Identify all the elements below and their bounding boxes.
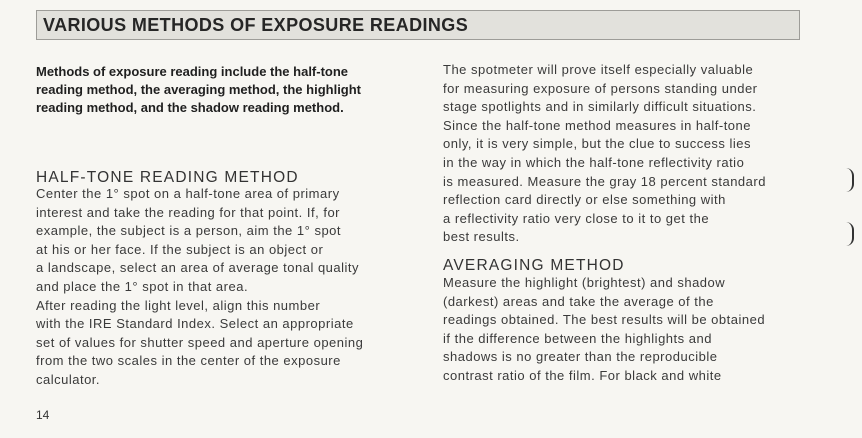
- half-tone-paragraph: Center the 1° spot on a half-tone area of primary interest and take the reading for that point. If, for example, the subject is a person, aim the 1° spot at his or her face. If the subject is an object or a landscape, select an area of average tonal quality and place the 1° spot in that area. After reading the light level, align this number with the IRE Standard Index. Select an appropriate set of values for shutter speed and aperture opening from the two scales in the center of the exposure calculator.: [36, 186, 364, 387]
- averaging-paragraph: Measure the highlight (brightest) and shadow (darkest) areas and take the average of the readings obtained. The best results will be obtained if the difference between the highlights and shadows is no greater than the reproducible contrast ratio of the film. For black and white: [443, 275, 766, 383]
- section-title-bar: [36, 10, 800, 40]
- page-number: 14: [36, 408, 50, 422]
- spotmeter-paragraph: The spotmeter will prove itself especially valuable for measuring exposure of persons standing under stage spotlights and in similarly difficult situations. Since the half-tone method measures in half-tone only, it is very simple, but the clue to success lies in the way in which the half-tone reflectivity ratio is measured. Measure the gray 18 percent standard reflection card directly or else something with a reflectivity ratio very close to it to get the best results.: [443, 62, 766, 245]
- intro-paragraph: Methods of exposure reading include the half-tone reading method, the averaging method, the highlight reading method, and the shadow reading method.: [36, 64, 362, 115]
- half-tone-heading: HALF-TONE READING METHOD: [36, 169, 299, 186]
- section-title: VARIOUS METHODS OF EXPOSURE READINGS: [43, 15, 469, 35]
- averaging-heading: AVERAGING METHOD: [443, 257, 625, 274]
- margin-mark-upper: [842, 168, 854, 192]
- margin-mark-lower: [842, 222, 854, 246]
